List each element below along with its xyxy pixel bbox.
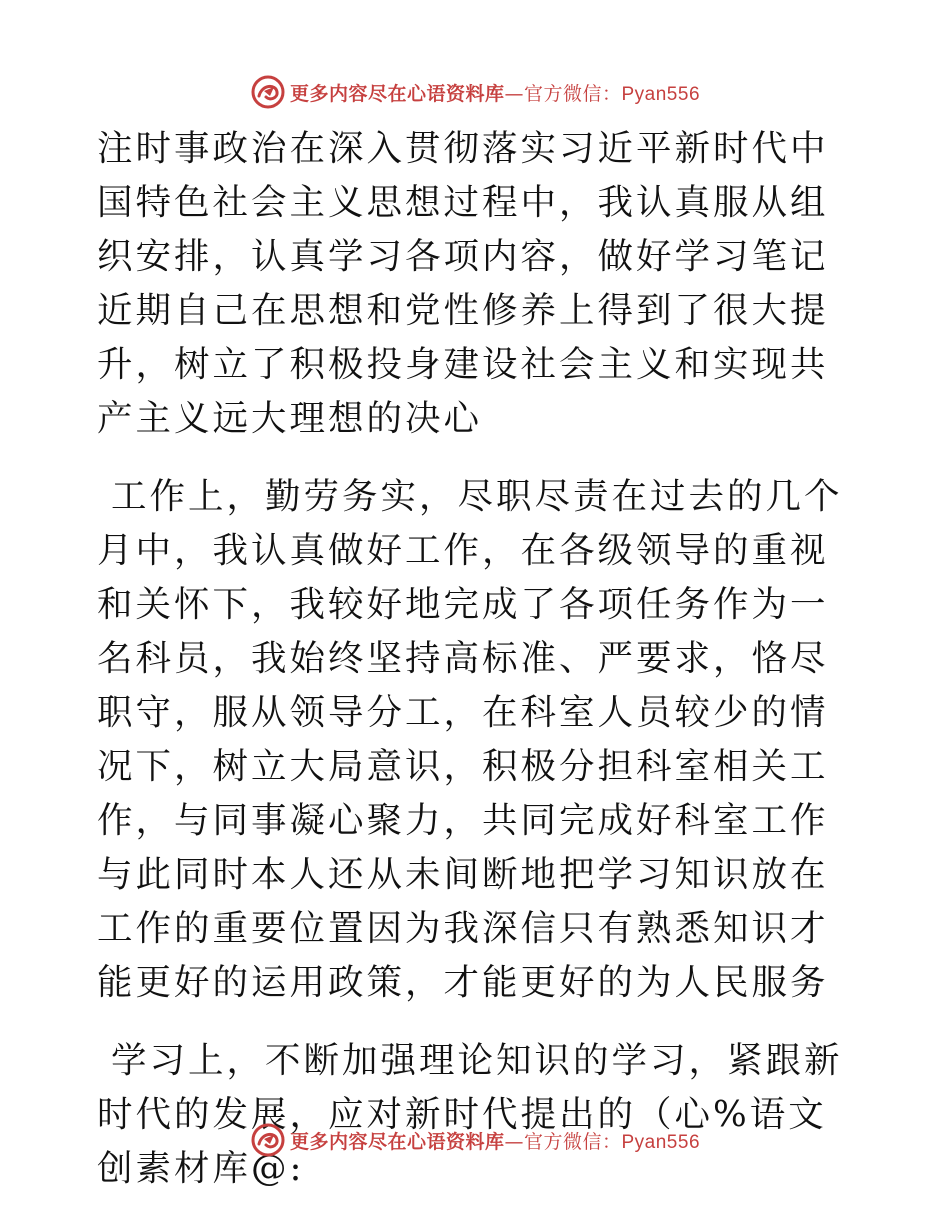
paragraph-politics: 注时事政治在深入贯彻落实习近平新时代中国特色社会主义思想过程中，我认真服从组织安排，认真学习各项内容，做好学习笔记近期自己在思想和党性修养上得到了很大提升，树立了积极投身建设社会主义和实现共产主义远大理想的决心 xyxy=(97,128,829,439)
red-swirl-logo-icon xyxy=(250,74,286,110)
footer-brand-bar xyxy=(0,1120,950,1160)
header-brand-text xyxy=(290,79,700,106)
paragraph-work: 工作上，勤劳务实，尽职尽责在过去的几个月中，我认真做好工作，在各级领导的重视和关怀下，我较好地完成了各项任务作为一名科员，我始终坚持高标准、严要求，恪尽职守，服从领导分工，在科室人员较少的情况下，树立大局意识，积极分担科室相关工作，与同事凝心聚力，共同完成好科室工作与此同时本人还从未间断地把学习知识放在工作的重要位置因为我深信只有熟悉知识才能更好的运用政策，才能更好的为人民服务 xyxy=(97,476,843,1003)
paragraph-study: 学习上，不断加强理论知识的学习，紧跟新时代的发展，应对新时代提出的（心%语文创素材库@: xyxy=(97,1040,843,1189)
document-body xyxy=(97,122,857,1220)
header-brand-separator: — xyxy=(504,82,524,105)
footer-brand-wechat: Pyan556 xyxy=(621,1131,701,1153)
header-brand-official: 官方微信： xyxy=(523,82,622,105)
header-brand-primary: 更多内容尽在心语资料库 xyxy=(289,82,505,105)
red-swirl-logo-icon xyxy=(250,1122,286,1158)
footer-brand-official: 官方微信： xyxy=(523,1130,622,1153)
footer-brand-primary: 更多内容尽在心语资料库 xyxy=(289,1130,505,1153)
header-brand-wechat: Pyan556 xyxy=(621,83,701,105)
footer-brand-text xyxy=(290,1127,700,1154)
header-brand-bar xyxy=(0,72,950,112)
footer-brand-separator: — xyxy=(504,1130,524,1153)
